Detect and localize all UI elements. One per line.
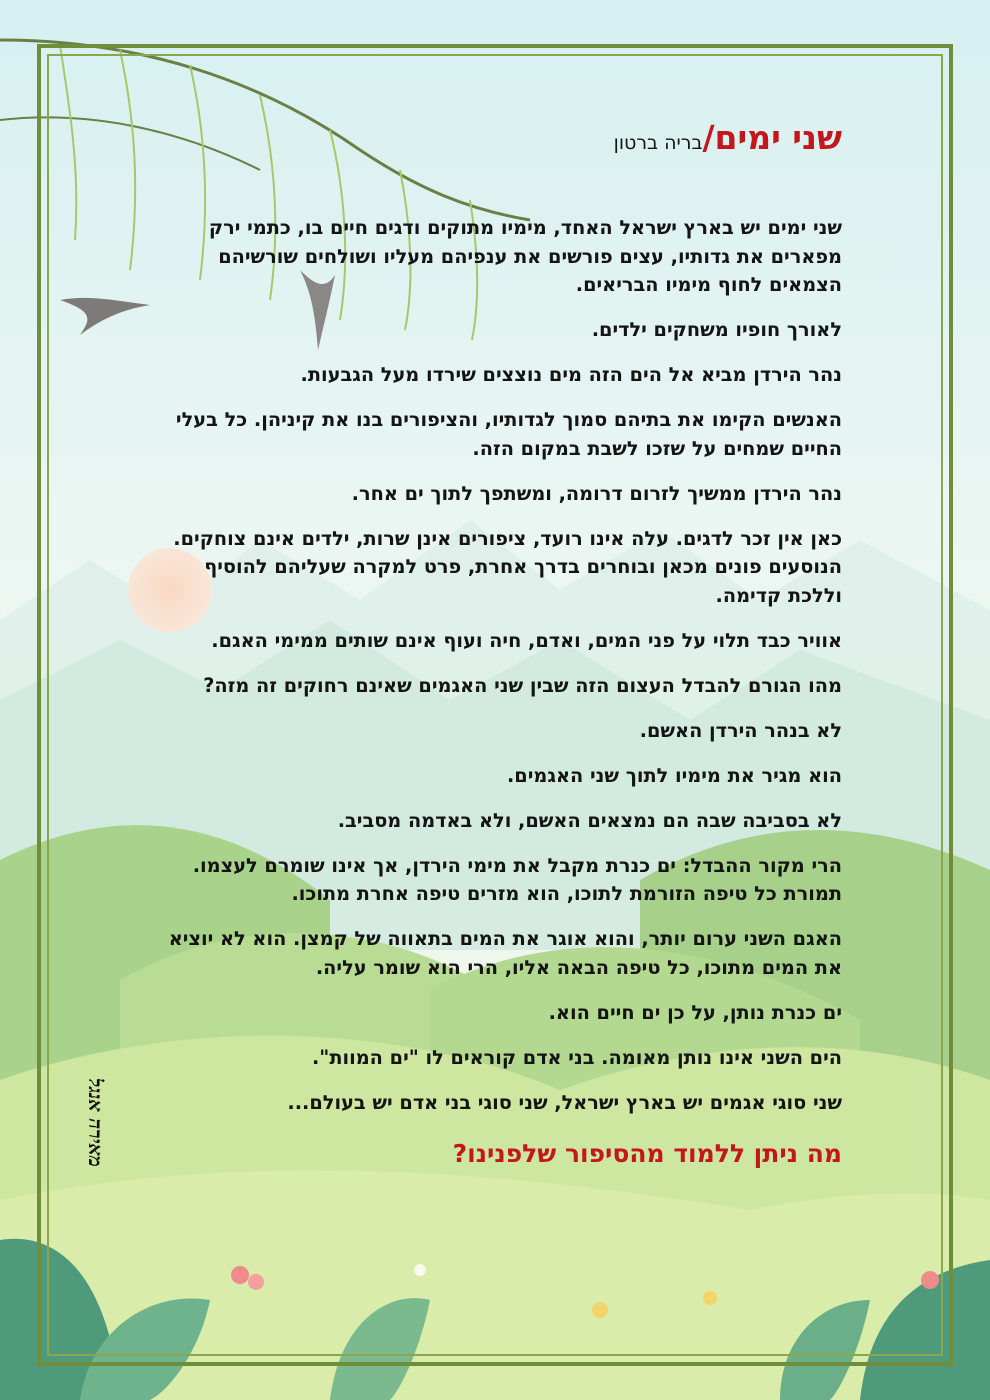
- paragraph: לא בסביבה שבה הם נמצאים האשם, ולא באדמה מסביב.: [337, 808, 842, 832]
- paragraph: הרי מקור ההבדל: ים כנרת מקבל את מימי הירדן, אך אינו שומרם לעצמו. תמורת כל טיפה הזורמת לתוכו, הוא מזרים טיפה אחרת מתוכו.: [192, 853, 842, 905]
- paragraph: האגם השני ערום יותר, והוא אוגר את המים בתאווה של קמצן. הוא לא יוציא את המים מתוכו, כל טיפה הבאה אליו, הרי הוא שומר עליה.: [168, 927, 842, 979]
- paragraph: מהו הגורם להבדל העצום הזה שבין שני האגמים שאינם רחוקים זה מזה?: [203, 673, 842, 697]
- paragraph: לא בנהר הירדן האשם.: [639, 718, 842, 742]
- paragraph: שני ימים יש בארץ ישראל האחד, מימיו מתוקים ודגים חיים בו, כתמי ירק מפארים את גדותיו, עצים פורשים את ענפיהם מעליו ושולחים שורשיהם הצמאים לחוף מימיו הבריאים.: [208, 216, 842, 296]
- paragraph: אוויר כבד תלוי על פני המים, ואדם, חיה ועוף אינם שותים ממימי האגם.: [211, 628, 842, 652]
- paragraph: האנשים הקימו את בתיהם סמוך לגדותיו, והציפורים בנו את קיניהן. כל בעלי החיים שמחים על שזכו לשבת במקום הזה.: [175, 408, 842, 460]
- author-name: בריה ברטון: [613, 132, 703, 154]
- title-line: [148, 118, 842, 164]
- closing-question: מה ניתן ללמוד מהסיפור שלפנינו?: [452, 1139, 842, 1168]
- paragraph: לאורך חופיו משחקים ילדים.: [591, 318, 842, 341]
- paragraph: ים כנרת נותן, על כן ים חיים הוא.: [548, 1000, 842, 1024]
- paragraph: שני סוגי אגמים יש בארץ ישראל, שני סוגי בני אדם יש בעולם...: [287, 1090, 842, 1114]
- paragraph: כאן אין זכר לדגים. עלה אינו רועד, ציפורים אינן שרות, ילדים אינם צוחקים. הנוסעים פונים מכאן ובוחרים בדרך אחרת, פרט למקרה שעליהם להוסיף וללכת קדימה.: [173, 526, 842, 607]
- paragraph: נהר הירדן ממשיך לזרום דרומה, ומשתפך לתוך ים אחר.: [351, 481, 842, 505]
- document-title: שני ימים: [714, 118, 842, 157]
- signature: [64, 1050, 124, 1195]
- paragraph: הים השני אינו נותן מאומה. בני אדם קוראים לו "ים המוות".: [311, 1045, 842, 1069]
- paragraph: נהר הירדן מביא אל הים הזה מים נוצצים שירדו מעל הגבעות.: [300, 363, 842, 386]
- paragraph: הוא מגיר את מימיו לתוך שני האגמים.: [506, 763, 842, 787]
- title-separator: /: [702, 118, 715, 157]
- signature-text: מאירה אנגל: [83, 1078, 106, 1167]
- document-body: [148, 118, 842, 1196]
